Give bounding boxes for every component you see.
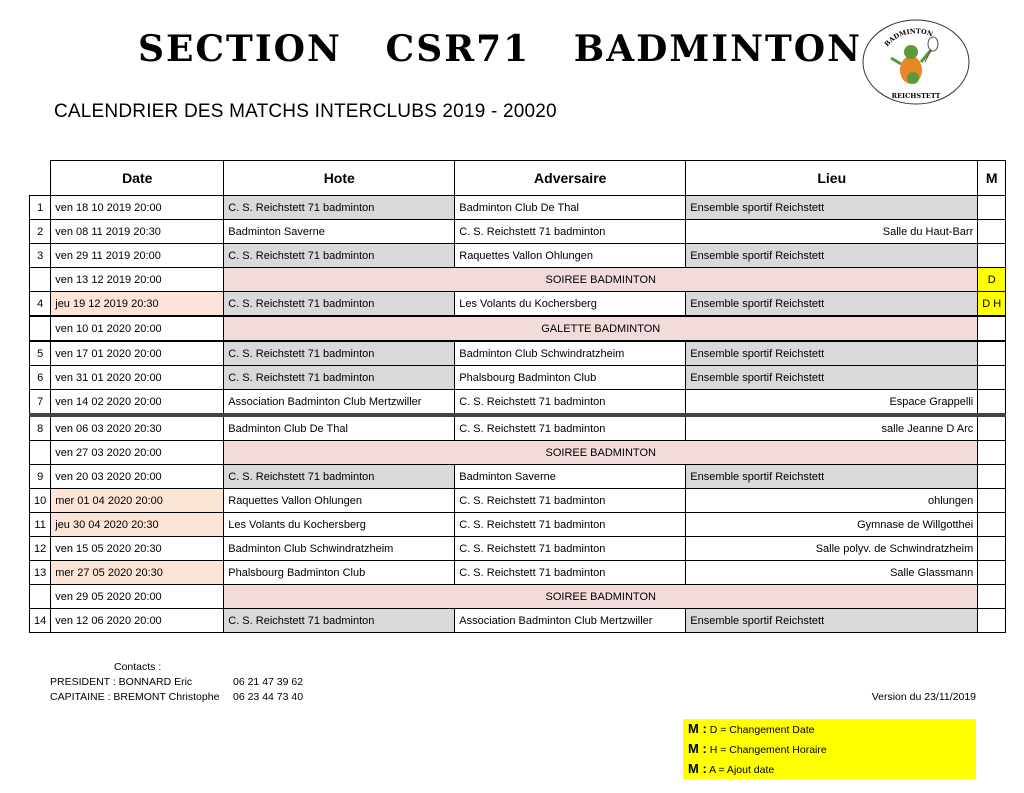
match-modification [978, 561, 1006, 585]
match-hote: C. S. Reichstett 71 badminton [224, 341, 455, 366]
match-lieu: Ensemble sportif Reichstett [686, 366, 978, 390]
legend-item [683, 719, 976, 739]
match-number: 3 [30, 244, 51, 268]
event-date: ven 10 01 2020 20:00 [51, 316, 224, 341]
lieu-column-header: Lieu [686, 161, 978, 196]
match-number [30, 268, 51, 292]
table-row [30, 366, 1006, 390]
table-row [30, 244, 1006, 268]
table-row [30, 341, 1006, 366]
match-date: ven 18 10 2019 20:00 [51, 196, 224, 220]
match-adversaire: C. S. Reichstett 71 badminton [455, 561, 686, 585]
adversaire-column-header: Adversaire [455, 161, 686, 196]
match-modification [978, 220, 1006, 244]
captain-phone: 06 23 44 73 40 [233, 691, 304, 703]
legend-text: A = Ajout date [709, 764, 775, 776]
match-modification [978, 489, 1006, 513]
match-date: ven 06 03 2020 20:30 [51, 415, 224, 441]
president-phone: 06 21 47 39 62 [233, 676, 304, 688]
match-number: 4 [30, 292, 51, 317]
match-date: jeu 19 12 2019 20:30 [51, 292, 224, 317]
event-date: ven 27 03 2020 20:00 [51, 441, 224, 465]
match-lieu: ohlungen [686, 489, 978, 513]
match-number: 1 [30, 196, 51, 220]
legend-item [683, 739, 976, 759]
match-date: ven 17 01 2020 20:00 [51, 341, 224, 366]
legend-box [683, 719, 976, 779]
match-modification [978, 244, 1006, 268]
event-label: SOIREE BADMINTON [224, 441, 978, 465]
match-date: ven 31 01 2020 20:00 [51, 366, 224, 390]
table-row [30, 390, 1006, 416]
legend-key: M : [688, 741, 707, 756]
match-lieu: Salle Glassmann [686, 561, 978, 585]
legend-item [683, 759, 976, 779]
match-modification [978, 465, 1006, 489]
match-lieu: Ensemble sportif Reichstett [686, 196, 978, 220]
match-lieu: Ensemble sportif Reichstett [686, 465, 978, 489]
row-number-header [30, 161, 51, 196]
match-lieu: Ensemble sportif Reichstett [686, 341, 978, 366]
event-label: SOIREE BADMINTON [224, 585, 978, 609]
event-label: SOIREE BADMINTON [224, 268, 978, 292]
contacts-block [50, 660, 303, 705]
match-hote: C. S. Reichstett 71 badminton [224, 196, 455, 220]
match-modification [978, 441, 1006, 465]
page-subtitle: CALENDRIER DES MATCHS INTERCLUBS 2019 - 20020 [54, 101, 557, 122]
match-hote: Association Badminton Club Mertzwiller [224, 390, 455, 416]
match-hote: Badminton Club De Thal [224, 415, 455, 441]
president-label: PRESIDENT : BONNARD Eric [50, 676, 193, 688]
match-modification [978, 196, 1006, 220]
match-lieu: salle Jeanne D Arc [686, 415, 978, 441]
match-modification [978, 316, 1006, 341]
match-adversaire: Badminton Club Schwindratzheim [455, 341, 686, 366]
table-row [30, 489, 1006, 513]
table-row [30, 561, 1006, 585]
match-date: ven 08 11 2019 20:30 [51, 220, 224, 244]
match-modification [978, 415, 1006, 441]
match-modification: D H [978, 292, 1006, 317]
legend-text: D = Changement Date [709, 724, 815, 736]
match-hote: C. S. Reichstett 71 badminton [224, 366, 455, 390]
match-hote: Les Volants du Kochersberg [224, 513, 455, 537]
event-label: GALETTE BADMINTON [224, 316, 978, 341]
calendar-table [29, 160, 1006, 633]
match-date: mer 27 05 2020 20:30 [51, 561, 224, 585]
match-lieu: Gymnase de Willgotthei [686, 513, 978, 537]
match-adversaire: C. S. Reichstett 71 badminton [455, 489, 686, 513]
match-lieu: Salle polyv. de Schwindratzheim [686, 537, 978, 561]
match-adversaire: Badminton Club De Thal [455, 196, 686, 220]
match-modification [978, 609, 1006, 633]
page-title: SECTION CSR71 BADMINTON [137, 28, 863, 70]
table-row [30, 513, 1006, 537]
match-modification: D [978, 268, 1006, 292]
match-number: 12 [30, 537, 51, 561]
match-hote: Phalsbourg Badminton Club [224, 561, 455, 585]
table-row [30, 465, 1006, 489]
match-hote: Badminton Club Schwindratzheim [224, 537, 455, 561]
match-date: ven 20 03 2020 20:00 [51, 465, 224, 489]
match-number: 11 [30, 513, 51, 537]
match-adversaire: Phalsbourg Badminton Club [455, 366, 686, 390]
match-adversaire: C. S. Reichstett 71 badminton [455, 220, 686, 244]
event-date: ven 29 05 2020 20:00 [51, 585, 224, 609]
match-modification [978, 585, 1006, 609]
match-adversaire: Association Badminton Club Mertzwiller [455, 609, 686, 633]
match-number [30, 585, 51, 609]
match-date: ven 14 02 2020 20:00 [51, 390, 224, 416]
legend-key: M : [688, 721, 707, 736]
match-number: 14 [30, 609, 51, 633]
match-date: jeu 30 04 2020 20:30 [51, 513, 224, 537]
table-row [30, 609, 1006, 633]
match-hote: Raquettes Vallon Ohlungen [224, 489, 455, 513]
match-lieu: Ensemble sportif Reichstett [686, 292, 978, 317]
table-header-row [30, 161, 1006, 196]
match-hote: Badminton Saverne [224, 220, 455, 244]
match-number: 2 [30, 220, 51, 244]
match-modification [978, 341, 1006, 366]
event-row [30, 268, 1006, 292]
match-number: 6 [30, 366, 51, 390]
logo-top-text: BADMINTON [882, 27, 934, 49]
match-adversaire: C. S. Reichstett 71 badminton [455, 390, 686, 416]
event-row [30, 441, 1006, 465]
logo-bottom-text: REICHSTETT [891, 92, 941, 100]
table-row [30, 220, 1006, 244]
match-modification [978, 366, 1006, 390]
match-adversaire: C. S. Reichstett 71 badminton [455, 513, 686, 537]
captain-contact [50, 690, 303, 705]
match-number: 13 [30, 561, 51, 585]
contacts-heading: Contacts : [114, 661, 162, 673]
match-date: mer 01 04 2020 20:00 [51, 489, 224, 513]
m-column-header: M [978, 161, 1006, 196]
legend-key: M : [688, 761, 707, 776]
event-row [30, 316, 1006, 341]
match-modification [978, 513, 1006, 537]
match-hote: C. S. Reichstett 71 badminton [224, 465, 455, 489]
match-date: ven 29 11 2019 20:00 [51, 244, 224, 268]
match-date: ven 12 06 2020 20:00 [51, 609, 224, 633]
version-label: Version du 23/11/2019 [871, 691, 976, 703]
event-row [30, 585, 1006, 609]
club-logo [861, 18, 971, 106]
table-row [30, 537, 1006, 561]
match-number: 10 [30, 489, 51, 513]
event-date: ven 13 12 2019 20:00 [51, 268, 224, 292]
match-modification [978, 537, 1006, 561]
match-adversaire: Raquettes Vallon Ohlungen [455, 244, 686, 268]
captain-label: CAPITAINE : BREMONT Christophe [50, 691, 220, 703]
match-adversaire: C. S. Reichstett 71 badminton [455, 415, 686, 441]
match-modification [978, 390, 1006, 416]
table-row [30, 292, 1006, 317]
match-lieu: Espace Grappelli [686, 390, 978, 416]
match-number: 7 [30, 390, 51, 416]
match-number [30, 441, 51, 465]
date-column-header: Date [51, 161, 224, 196]
match-lieu: Ensemble sportif Reichstett [686, 609, 978, 633]
match-lieu: Ensemble sportif Reichstett [686, 244, 978, 268]
match-number: 5 [30, 341, 51, 366]
match-adversaire: Les Volants du Kochersberg [455, 292, 686, 317]
match-date: ven 15 05 2020 20:30 [51, 537, 224, 561]
table-row [30, 415, 1006, 441]
match-hote: C. S. Reichstett 71 badminton [224, 609, 455, 633]
match-number: 8 [30, 415, 51, 441]
match-number: 9 [30, 465, 51, 489]
president-contact [50, 675, 303, 690]
hote-column-header: Hote [224, 161, 455, 196]
match-adversaire: Badminton Saverne [455, 465, 686, 489]
match-hote: C. S. Reichstett 71 badminton [224, 244, 455, 268]
legend-text: H = Changement Horaire [709, 744, 827, 756]
match-hote: C. S. Reichstett 71 badminton [224, 292, 455, 317]
match-number [30, 316, 51, 341]
match-adversaire: C. S. Reichstett 71 badminton [455, 537, 686, 561]
match-lieu: Salle du Haut-Barr [686, 220, 978, 244]
table-row [30, 196, 1006, 220]
